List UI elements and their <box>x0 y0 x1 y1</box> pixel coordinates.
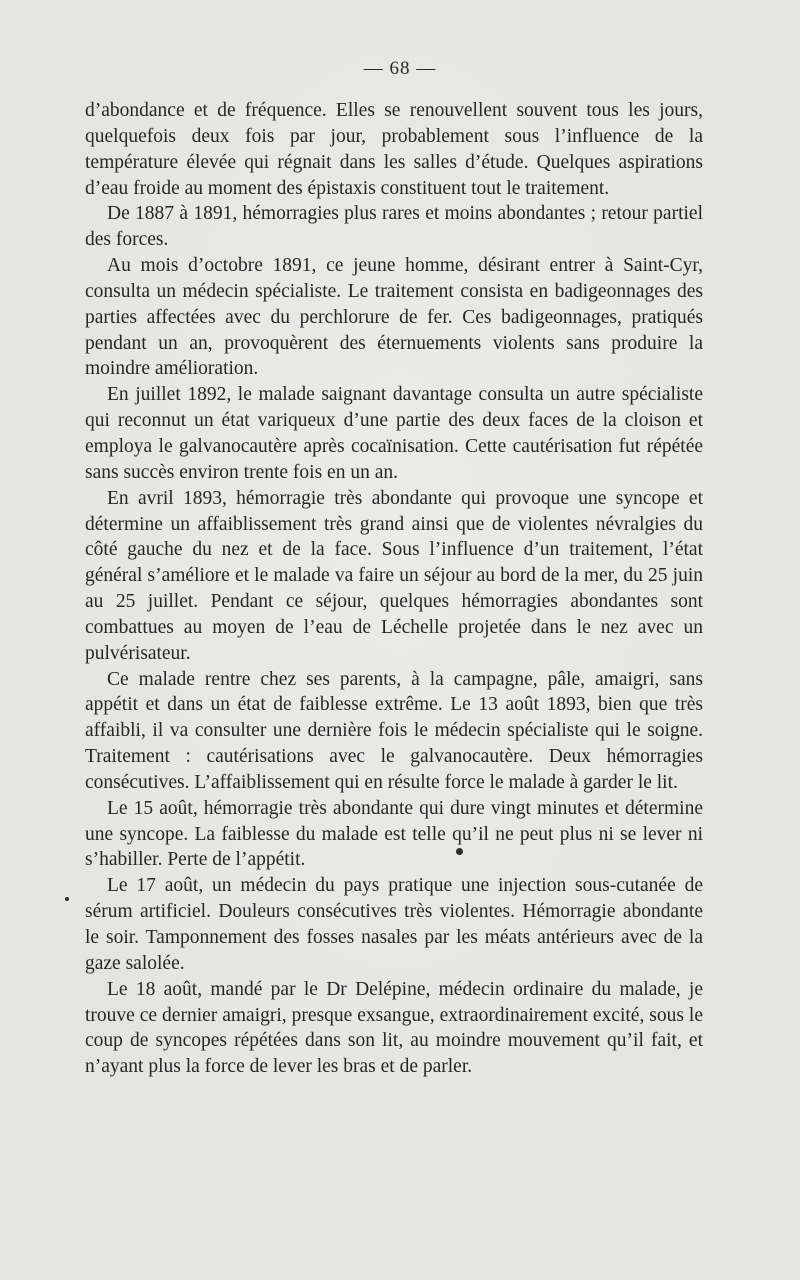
paragraph: En avril 1893, hémorragie très abondante qui provoque une syncope et détermine un affaiblissement très grand ainsi que de violentes névralgies du côté gauche du nez et de la face. Sous l’influence d’un traitement, l’état général s’améliore et le malade va faire un séjour au bord de la mer, du 25 juin au 25 juillet. Pendant ce séjour, quelques hémorragies abondantes sont combattues au moyen de l’eau de Léchelle projetée dans le nez avec un pulvérisateur. <box>85 487 703 664</box>
ink-speck <box>456 848 463 855</box>
ink-speck <box>65 897 69 901</box>
paragraph: Le 18 août, mandé par le Dr Delépine, médecin ordinaire du malade, je trouve ce dernier amaigri, presque exsangue, extraordinairement excité, sous le coup de syncopes répétées dans son lit, au moindre mouvement qu’il fait, et n’ayant plus la force de lever les bras et de parler. <box>85 978 703 1078</box>
paragraph: Le 15 août, hémorragie très abondante qui dure vingt minutes et détermine une syncope. La faiblesse du malade est telle qu’il ne peut plus ni se lever ni s’habiller. Perte de l’appétit. <box>85 797 703 871</box>
body-text <box>85 98 703 1080</box>
paragraph: De 1887 à 1891, hémorragies plus rares et moins abondantes ; retour partiel des forces. <box>85 203 703 251</box>
paragraph: Ce malade rentre chez ses parents, à la campagne, pâle, amaigri, sans appétit et dans un état de faiblesse extrême. Le 13 août 1893, bien que très affaibli, il va consulter une dernière fois le médecin spécialiste qui le soigne. Traitement : cautérisations avec le galvanocautère. Deux hémorragies consécutives. L’affaiblissement qui en résulte force le malade à garder le lit. <box>85 668 703 793</box>
page-number: — 68 — <box>363 58 437 79</box>
paragraph: Le 17 août, un médecin du pays pratique une injection sous-cutanée de sérum artificiel. Douleurs consécutives très violentes. Hémorragie abondante le soir. Tamponnement des fosses nasales par les méats antérieurs avec de la gaze salolée. <box>85 875 703 974</box>
paragraph: Au mois d’octobre 1891, ce jeune homme, désirant entrer à Saint-Cyr, consulta un médecin spécialiste. Le traitement consista en badigeonnages des parties affectées avec du perchlorure de fer. Ces badigeonnages, pratiqués pendant un an, provoquèrent des éternuements violents sans produire la moindre amélioration. <box>85 255 703 380</box>
paragraph: En juillet 1892, le malade saignant davantage consulta un autre spécialiste qui reconnut un état variqueux d’une partie des deux faces de la cloison et employa le galvanocautère après cocaïnisation. Cette cautérisation fut répétée sans succès environ trente fois en un an. <box>85 384 703 483</box>
paragraph: d’abondance et de fréquence. Elles se renouvellent souvent tous les jours, quelquefois deux fois par jour, probablement sous l’influence de la température élevée qui régnait dans les salles d’étude. Quelques aspirations d’eau froide au moment des épistaxis constituent tout le traitement. <box>85 100 703 199</box>
